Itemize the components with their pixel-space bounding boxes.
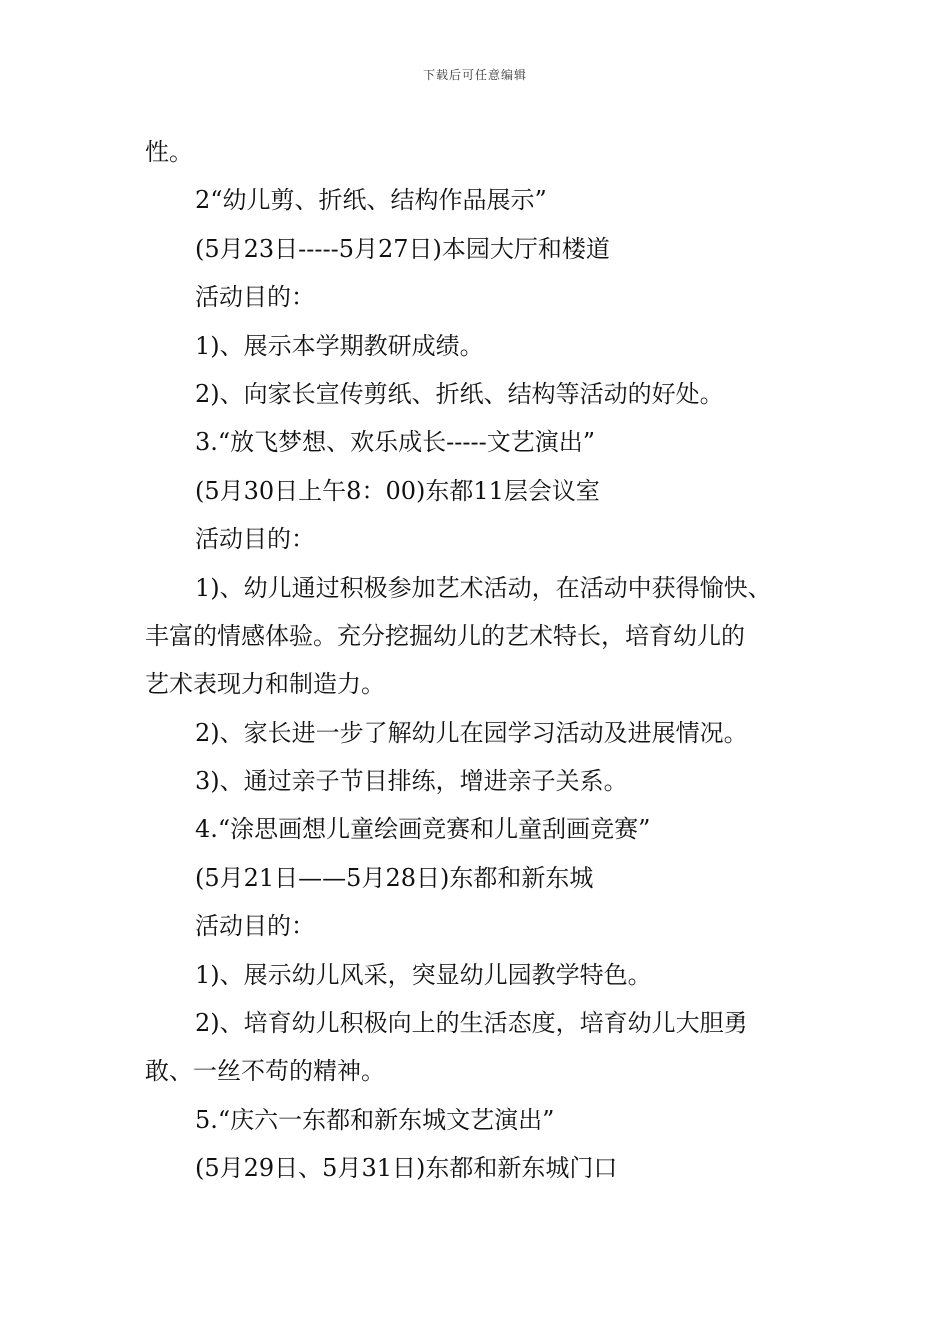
objective-item-continued: 敢、一丝不苟的精神。 (145, 1057, 385, 1086)
section-heading-5: 5.“庆六一东都和新东城文艺演出” (195, 1105, 555, 1134)
text-line: 性。 (145, 138, 193, 166)
event-date-location: (5月29日、5月31日)东都和新东城门口 (195, 1154, 618, 1183)
objective-label: 活动目的： (195, 912, 315, 941)
section-heading-3: 3.“放飞梦想、欢乐成长-----文艺演出” (195, 428, 595, 457)
objective-item: 2)、培育幼儿积极向上的生活态度，培育幼儿大胆勇 (195, 1009, 748, 1038)
objective-item: 1)、展示幼儿风采，突显幼儿园教学特色。 (195, 960, 652, 989)
objective-item: 2)、向家长宣传剪纸、折纸、结构等活动的好处。 (195, 379, 724, 408)
objective-item-continued: 丰富的情感体验。充分挖掘幼儿的艺术特长，培育幼儿的 (145, 621, 745, 650)
event-date-location: (5月30日上午8：00)东都11层会议室 (195, 476, 600, 505)
objective-item: 2)、家长进一步了解幼儿在园学习活动及进展情况。 (195, 718, 748, 747)
objective-label: 活动目的： (195, 283, 315, 312)
event-date-location: (5月21日——5月28日)东都和新东城 (195, 863, 594, 892)
event-date-location: (5月23日-----5月27日)本园大厅和楼道 (195, 234, 610, 263)
document-body (145, 128, 815, 1193)
section-heading-2: 2“幼儿剪、折纸、结构作品展示” (195, 186, 547, 215)
page-header-note: 下载后可任意编辑 (422, 68, 527, 82)
objective-item: 3)、通过亲子节目排练，增进亲子关系。 (195, 767, 628, 796)
objective-item: 1)、展示本学期教研成绩。 (195, 331, 484, 360)
section-heading-4: 4.“涂思画想儿童绘画竞赛和儿童刮画竞赛” (195, 815, 651, 844)
objective-item: 1)、幼儿通过积极参加艺术活动，在活动中获得愉快、 (195, 573, 772, 602)
objective-item-continued: 艺术表现力和制造力。 (145, 670, 385, 699)
objective-label: 活动目的： (195, 525, 315, 554)
